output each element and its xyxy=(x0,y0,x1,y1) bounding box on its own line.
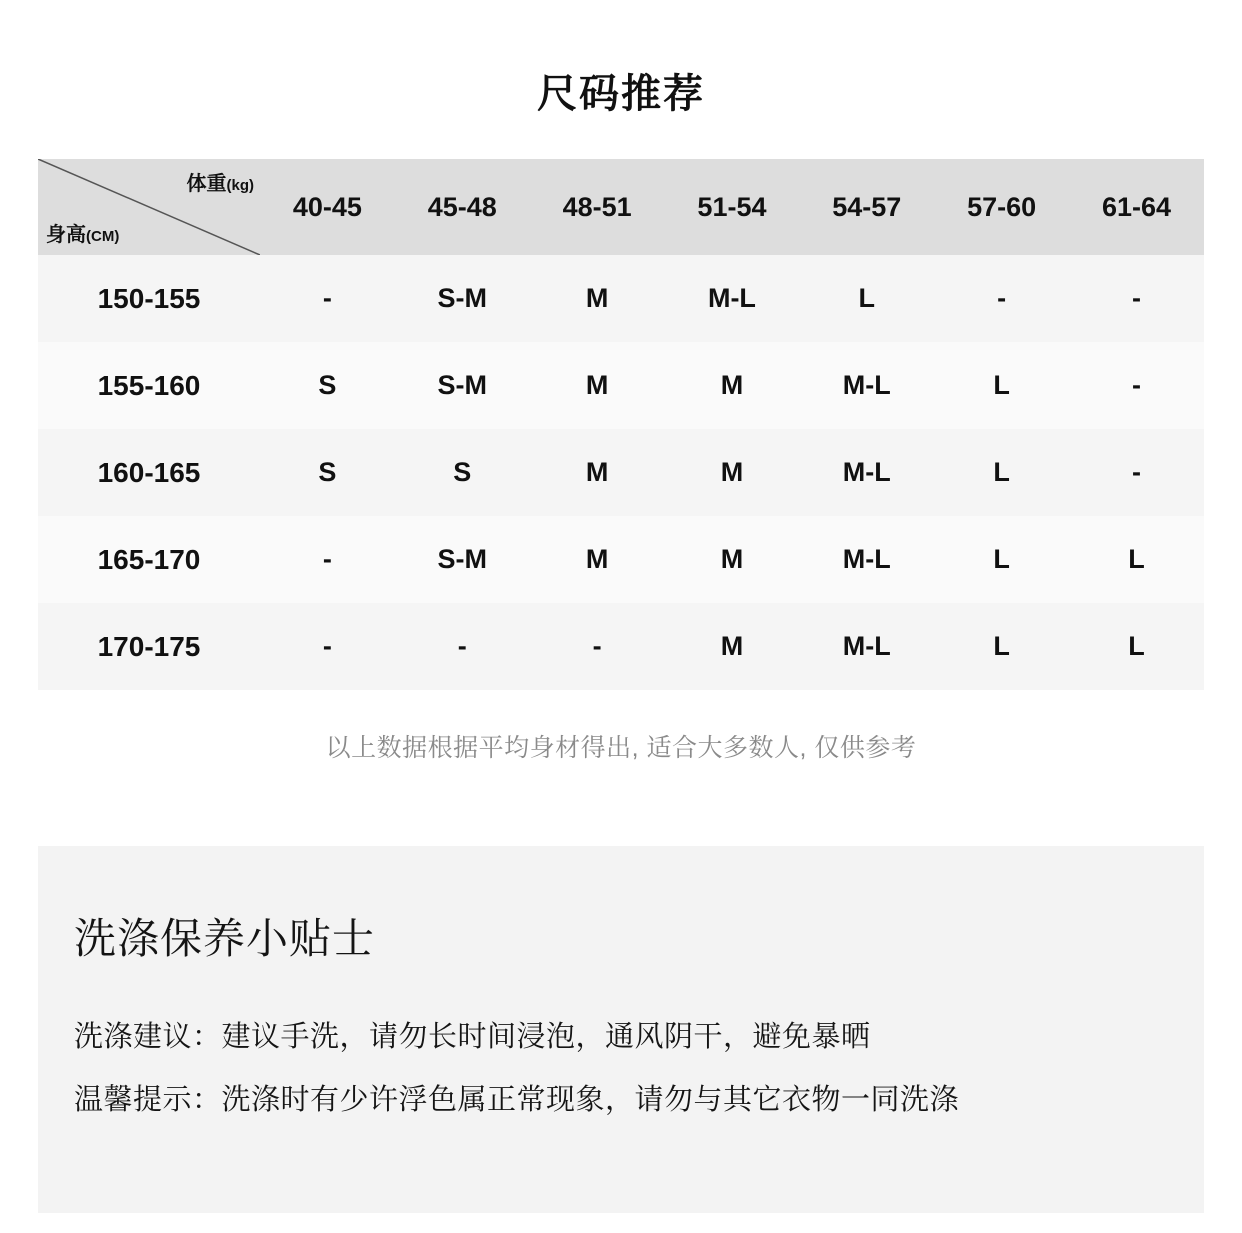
size-cell: L xyxy=(993,631,1010,661)
column-header-6: 61-64 xyxy=(1102,191,1172,222)
table-row xyxy=(38,255,1204,342)
size-cell: S-M xyxy=(437,370,488,400)
size-cell: M xyxy=(585,457,609,487)
size-cell: L xyxy=(858,283,876,313)
size-recommendation-table xyxy=(38,159,1204,690)
row-header-height: 160-165 xyxy=(97,456,201,488)
column-header-1: 45-48 xyxy=(427,191,497,222)
row-header-height: 155-160 xyxy=(97,369,201,401)
size-table-container xyxy=(38,159,1204,764)
size-cell: M xyxy=(720,457,744,487)
row-header-height: 165-170 xyxy=(97,543,201,575)
size-cell: L xyxy=(993,457,1010,487)
size-cell: M xyxy=(585,544,609,574)
size-cell: - xyxy=(322,544,332,574)
size-cell: M xyxy=(720,370,744,400)
table-corner-cell xyxy=(38,159,260,255)
size-cell: - xyxy=(1132,283,1142,313)
table-disclaimer: 以上数据根据平均身材得出, 适合大多数人, 仅供参考 xyxy=(325,734,917,762)
table-row xyxy=(38,429,1204,516)
size-cell: L xyxy=(993,544,1010,574)
size-cell: M-L xyxy=(842,370,891,400)
size-cell: M xyxy=(720,631,744,661)
column-header-5: 57-60 xyxy=(967,191,1037,222)
table-header xyxy=(38,159,1204,255)
size-cell: S-M xyxy=(437,283,488,313)
size-cell: M-L xyxy=(842,457,891,487)
care-instructions-panel xyxy=(38,846,1204,1213)
size-cell: - xyxy=(1132,370,1142,400)
size-cell: L xyxy=(993,370,1010,400)
size-cell: M xyxy=(585,370,609,400)
column-header-4: 54-57 xyxy=(832,191,902,222)
size-cell: S-M xyxy=(437,544,488,574)
row-header-height: 150-155 xyxy=(97,282,201,314)
care-panel-title: 洗涤保养小贴士 xyxy=(74,915,376,962)
size-cell: - xyxy=(322,283,332,313)
size-cell: - xyxy=(997,283,1007,313)
size-cell: S xyxy=(453,457,472,487)
column-header-2: 48-51 xyxy=(562,191,632,222)
column-header-0: 40-45 xyxy=(292,191,362,222)
size-cell: - xyxy=(457,631,467,661)
care-washing-advice: 洗涤建议：建议手洗，请勿长时间浸泡，通风阴干，避免暴晒 xyxy=(74,1021,871,1053)
size-cell: M-L xyxy=(842,544,891,574)
size-cell: - xyxy=(592,631,602,661)
size-cell: L xyxy=(1128,631,1145,661)
size-cell: M-L xyxy=(842,631,891,661)
row-header-height: 170-175 xyxy=(97,630,201,662)
care-warm-tip: 温馨提示：洗涤时有少许浮色属正常现象，请勿与其它衣物一同洗涤 xyxy=(74,1084,960,1116)
size-cell: M-L xyxy=(707,283,756,313)
size-cell: S xyxy=(318,457,337,487)
size-cell: M xyxy=(585,283,609,313)
size-cell: M xyxy=(720,544,744,574)
table-row xyxy=(38,516,1204,603)
height-axis-label: 身高(CM) xyxy=(46,224,120,246)
table-body xyxy=(38,255,1204,690)
table-row xyxy=(38,342,1204,429)
size-cell: - xyxy=(1132,457,1142,487)
page-title: 尺码推荐 xyxy=(537,72,705,116)
table-header-row xyxy=(38,159,1204,255)
size-cell: S xyxy=(318,370,337,400)
column-header-3: 51-54 xyxy=(697,191,767,222)
size-cell: L xyxy=(1128,544,1145,574)
size-cell: - xyxy=(322,631,332,661)
table-row xyxy=(38,603,1204,690)
weight-axis-label: 体重(kg) xyxy=(186,173,254,195)
